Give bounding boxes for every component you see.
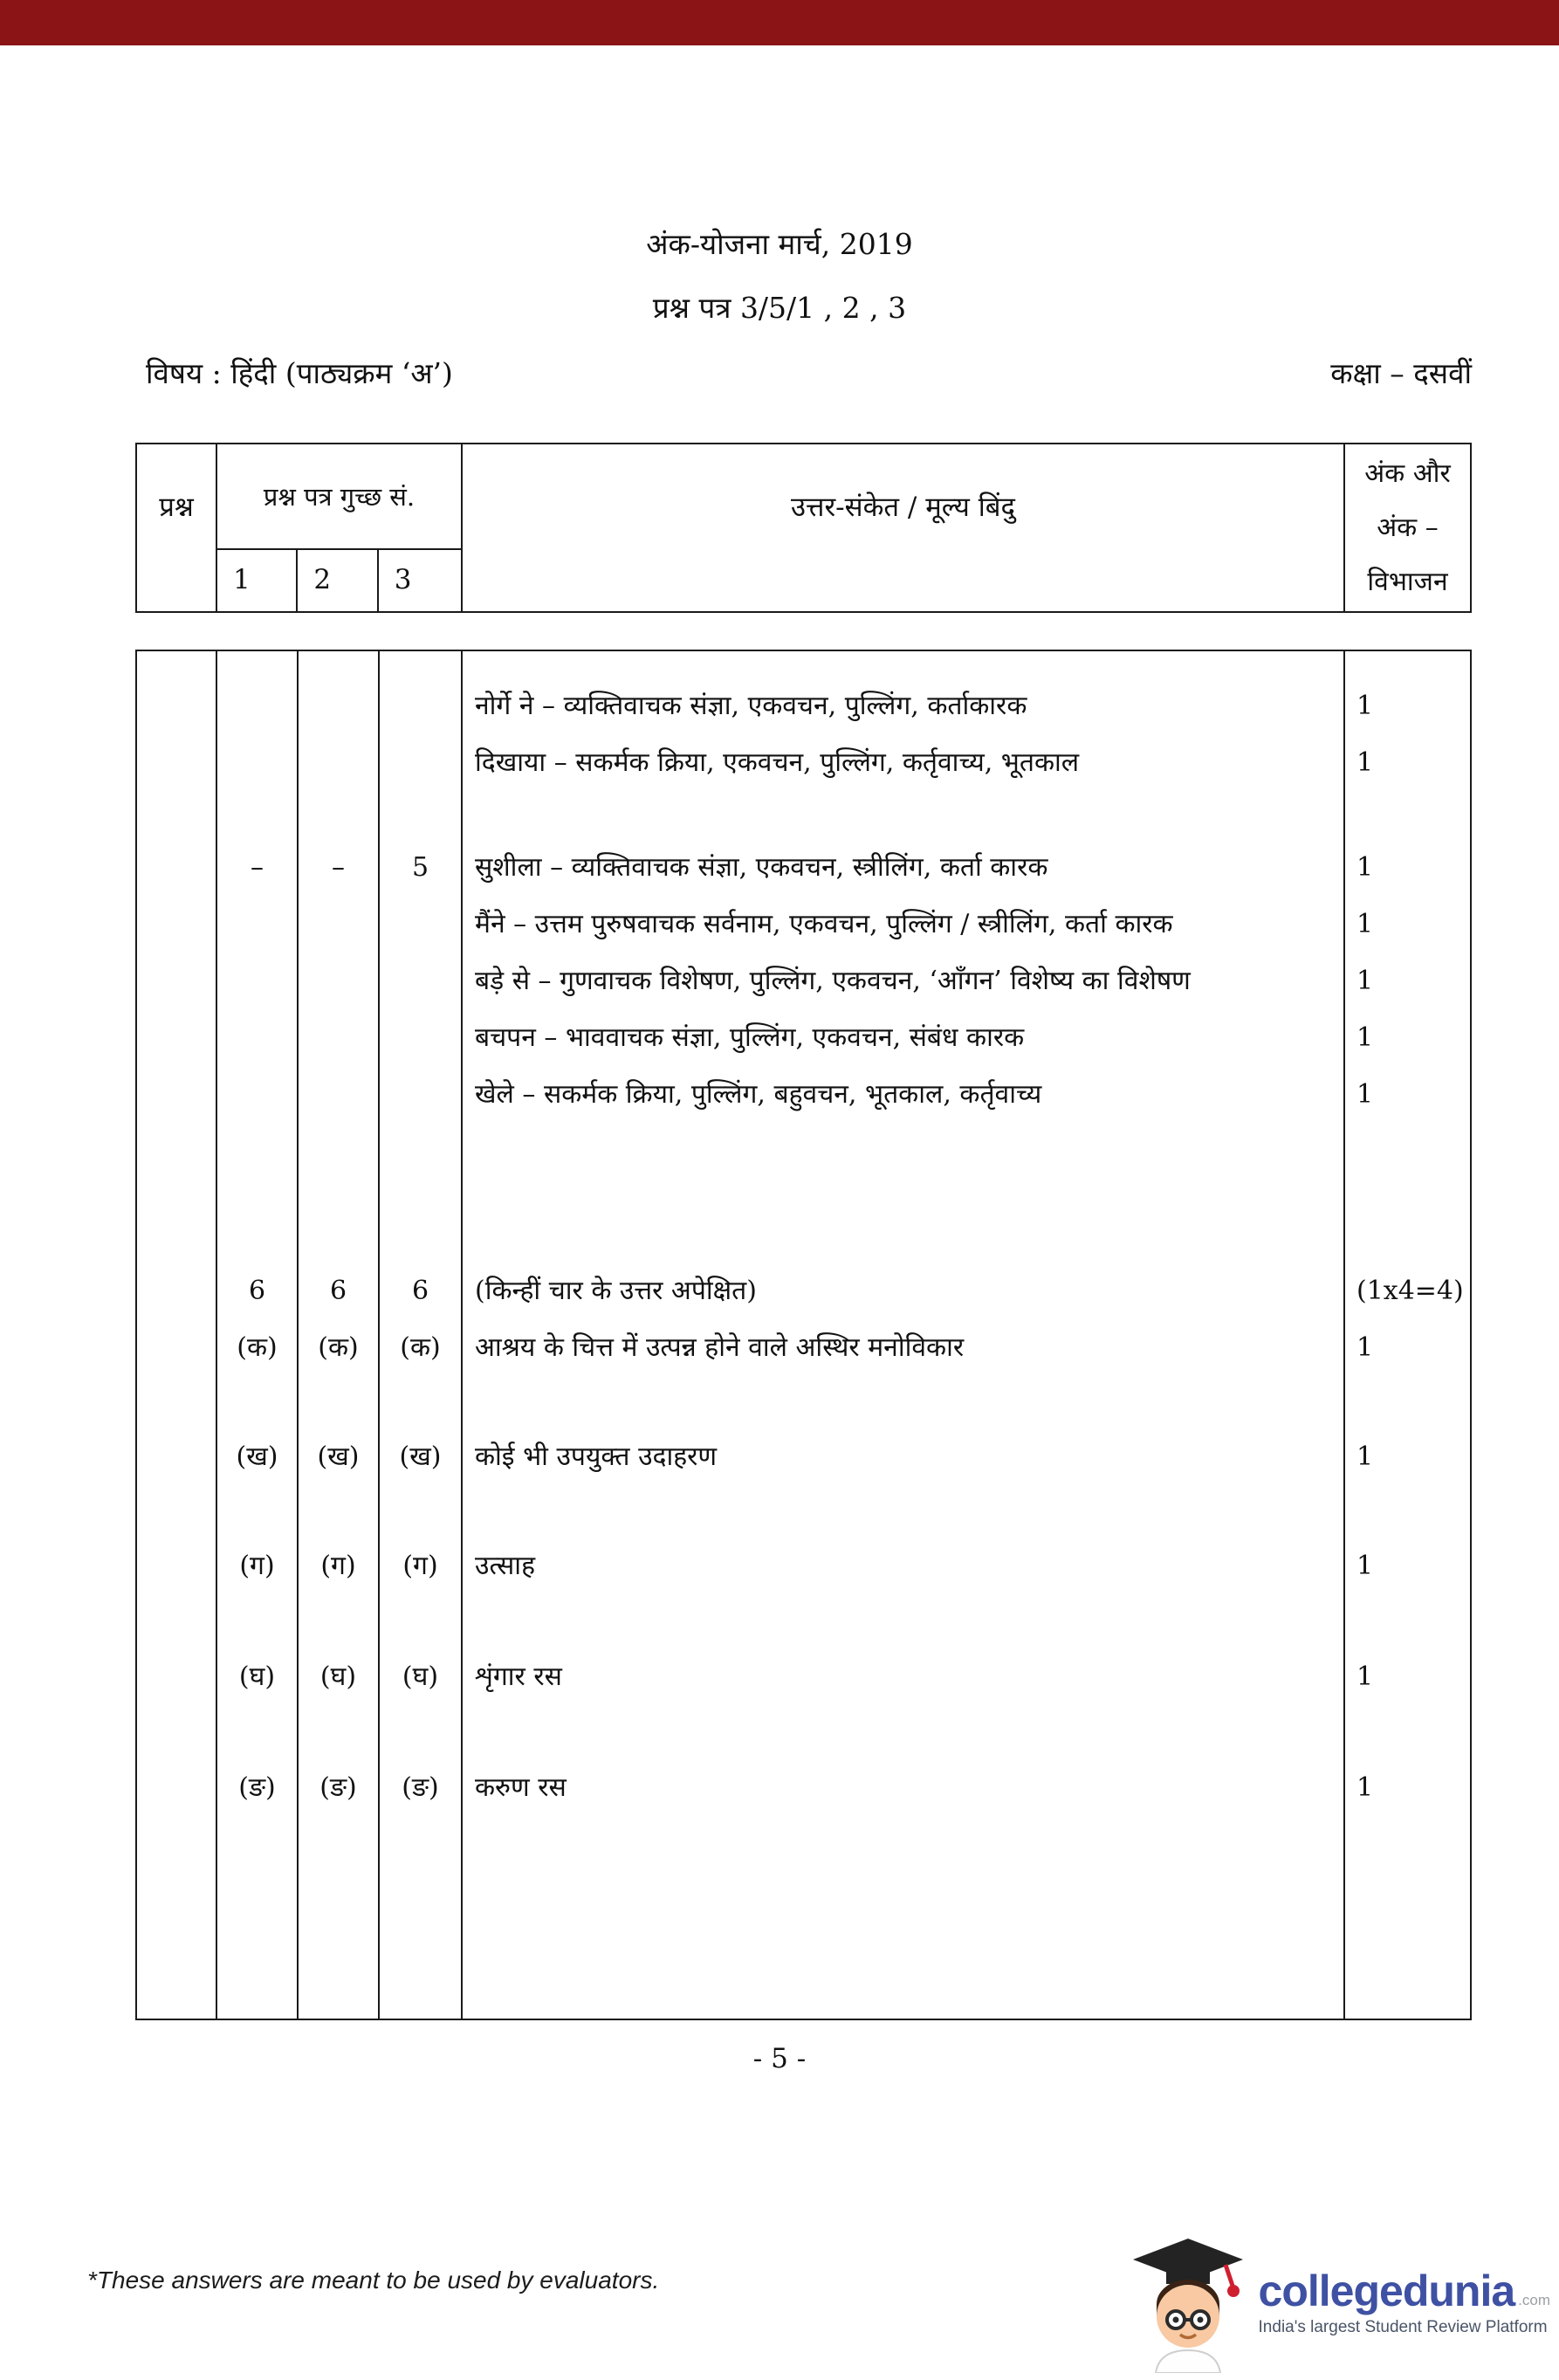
table-spacer-row: [137, 651, 1470, 678]
set3-cell: 6: [380, 1262, 463, 1319]
set1-cell: [217, 1066, 299, 1123]
brand-row: [1259, 2269, 1550, 2313]
set3-cell: [380, 1705, 463, 1759]
brand-suffix: .com: [1518, 2292, 1550, 2308]
set2-cell: (घ): [299, 1648, 380, 1705]
set2-cell: [299, 791, 380, 839]
header-set-1: 1: [217, 550, 298, 611]
set3-cell: [380, 678, 463, 734]
question-paper-code: प्रश्न पत्र 3/5/1 , 2 , 3: [652, 291, 907, 325]
set2-cell: –: [299, 839, 380, 896]
marks-cell: 1: [1356, 966, 1374, 996]
set2-cell: (क): [299, 1319, 380, 1376]
answer-cell: [463, 1705, 1345, 1759]
set1-cell: [217, 1594, 299, 1648]
set1-cell: [217, 1376, 299, 1428]
table-row: [137, 1759, 1470, 1816]
set1-cell: [217, 1485, 299, 1537]
table-spacer-row: [137, 1594, 1470, 1648]
set2-cell: 6: [299, 1262, 380, 1319]
marks-cell: 1: [1356, 1332, 1374, 1363]
question-col-cell: [137, 1485, 217, 1537]
evaluator-footnote: *These answers are meant to be used by evaluators.: [87, 2267, 660, 2294]
header-answer-col: उत्तर-संकेत / मूल्य बिंदु: [463, 444, 1345, 611]
question-col-cell: [137, 791, 217, 839]
answer-cell: कोई भी उपयुक्त उदाहरण: [463, 1428, 1345, 1485]
table-row: [137, 1648, 1470, 1705]
answer-cell: आश्रय के चित्त में उत्पन्न होने वाले अस्थिर मनोविकार: [463, 1319, 1345, 1376]
marks-cell: [1345, 1705, 1470, 1759]
question-col-cell: [137, 1319, 217, 1376]
question-col-cell: [137, 1066, 217, 1123]
set2-cell: [299, 1705, 380, 1759]
marks-cell: 1: [1356, 1079, 1374, 1110]
marks-cell: 1: [1356, 909, 1374, 939]
header-set-group: [217, 444, 463, 611]
answer-cell: बचपन – भाववाचक संज्ञा, पुल्लिंग, एकवचन, संबंध कारक: [463, 1009, 1345, 1066]
question-col-cell: [137, 1759, 217, 1816]
marks-cell: 1: [1356, 1022, 1374, 1053]
page-number: - 5 -: [752, 2043, 807, 2074]
table-row: [137, 953, 1470, 1009]
question-col-cell: [137, 1537, 217, 1594]
marks-cell: 1: [1356, 747, 1374, 778]
question-col-cell: [137, 1009, 217, 1066]
answer-cell: [463, 791, 1345, 839]
set1-cell: (ख): [217, 1428, 299, 1485]
subject-class-row: [146, 354, 1472, 392]
marks-cell: 1: [1356, 1551, 1374, 1581]
table-spacer-row: [137, 1376, 1470, 1428]
set1-cell: [217, 953, 299, 1009]
marks-cell: [1345, 791, 1470, 839]
set2-cell: [299, 1594, 380, 1648]
answer-cell: करुण रस: [463, 1759, 1345, 1816]
answer-cell: शृंगार रस: [463, 1648, 1345, 1705]
answer-cell: दिखाया – सकर्मक क्रिया, एकवचन, पुल्लिंग, कर्तृवाच्य, भूतकाल: [463, 734, 1345, 791]
table-body-grid: [135, 650, 1472, 2020]
question-col-cell: [137, 1648, 217, 1705]
table-row: [137, 1262, 1470, 1319]
table-spacer-row: [137, 1705, 1470, 1759]
marks-cell: [1345, 1376, 1470, 1428]
set3-cell: [380, 1376, 463, 1428]
set3-cell: [380, 651, 463, 678]
set1-cell: [217, 1009, 299, 1066]
set3-cell: [380, 953, 463, 1009]
set1-cell: [217, 678, 299, 734]
marks-cell: 1: [1356, 852, 1374, 883]
set1-cell: (ग): [217, 1537, 299, 1594]
header-marks-line-3: विभाजन: [1367, 566, 1448, 597]
question-col-cell: [137, 1428, 217, 1485]
set3-cell: 5: [380, 839, 463, 896]
set2-cell: [299, 1816, 380, 2019]
set3-cell: [380, 1816, 463, 2019]
set1-cell: [217, 734, 299, 791]
header-marks-col: [1345, 444, 1470, 611]
question-col-cell: [137, 953, 217, 1009]
set1-cell: [217, 896, 299, 953]
set2-cell: (ख): [299, 1428, 380, 1485]
table-spacer-row: [137, 791, 1470, 839]
question-col-cell: [137, 1816, 217, 2019]
answer-cell: [463, 1594, 1345, 1648]
set1-cell: (क): [217, 1319, 299, 1376]
set1-cell: (घ): [217, 1648, 299, 1705]
marks-cell: [1345, 651, 1470, 678]
mascot-icon: [1123, 2233, 1253, 2373]
header-marks-line-1: अंक और: [1364, 457, 1451, 489]
set3-cell: [380, 791, 463, 839]
set3-cell: [380, 1594, 463, 1648]
set2-cell: (ग): [299, 1537, 380, 1594]
set1-cell: [217, 1816, 299, 2019]
answer-cell: उत्साह: [463, 1537, 1345, 1594]
brand-name: collegedunia: [1258, 2267, 1515, 2315]
marks-cell: 1: [1356, 691, 1374, 721]
set3-cell: [380, 1066, 463, 1123]
table-row: [137, 839, 1470, 896]
set2-cell: [299, 1009, 380, 1066]
table-row: [137, 1428, 1470, 1485]
set3-cell: (ख): [380, 1428, 463, 1485]
answer-cell: सुशीला – व्यक्तिवाचक संज्ञा, एकवचन, स्त्रीलिंग, कर्ता कारक: [463, 839, 1345, 896]
table-row: [137, 1319, 1470, 1376]
set1-cell: [217, 1123, 299, 1262]
answer-cell: खेले – सकर्मक क्रिया, पुल्लिंग, बहुवचन, भूतकाल, कर्तृवाच्य: [463, 1066, 1345, 1123]
set3-cell: (ङ): [380, 1759, 463, 1816]
logo-text-block: [1259, 2269, 1550, 2337]
marks-cell: (1x4=4): [1356, 1276, 1464, 1306]
answer-cell: [463, 651, 1345, 678]
question-col-cell: [137, 1123, 217, 1262]
set1-cell: (ङ): [217, 1759, 299, 1816]
header-set-3: 3: [394, 564, 412, 595]
marking-scheme-table: [135, 443, 1472, 2020]
table-spacer-row: [137, 1123, 1470, 1262]
answer-cell: [463, 1376, 1345, 1428]
header-marks-line-2: अंक –: [1377, 512, 1439, 543]
set2-cell: [299, 651, 380, 678]
table-row: [137, 896, 1470, 953]
set3-cell: (घ): [380, 1648, 463, 1705]
question-col-cell: [137, 651, 217, 678]
set3-cell: [380, 896, 463, 953]
set2-cell: [299, 1123, 380, 1262]
set1-cell: 6: [217, 1262, 299, 1319]
header-set-numbers: [217, 550, 461, 611]
table-spacer-row: [137, 1485, 1470, 1537]
set2-cell: [299, 734, 380, 791]
set1-cell: –: [217, 839, 299, 896]
set2-cell: (ङ): [299, 1759, 380, 1816]
marks-cell: 1: [1356, 1441, 1374, 1472]
document-title: अंक-योजना मार्च, 2019: [646, 227, 913, 261]
set2-cell: [299, 678, 380, 734]
subject-label: विषय : हिंदी (पाठ्यक्रम ‘अ’): [146, 356, 453, 390]
answer-cell: [463, 1123, 1345, 1262]
answer-cell: (किन्हीं चार के उत्तर अपेक्षित): [463, 1262, 1345, 1319]
table-row: [137, 1066, 1470, 1123]
set3-cell: [380, 1123, 463, 1262]
answer-cell: नोर्गे ने – व्यक्तिवाचक संज्ञा, एकवचन, पुल्लिंग, कर्ताकारक: [463, 678, 1345, 734]
table-row: [137, 734, 1470, 791]
set3-cell: (ग): [380, 1537, 463, 1594]
marks-cell: 1: [1356, 1661, 1374, 1692]
set2-cell: [299, 953, 380, 1009]
question-col-cell: [137, 839, 217, 896]
class-label: कक्षा – दसवीं: [1330, 356, 1472, 390]
question-col-cell: [137, 896, 217, 953]
question-col-cell: [137, 1594, 217, 1648]
header-set-2: 2: [298, 550, 378, 611]
table-spacer-row: [137, 1816, 1470, 2019]
question-col-cell: [137, 678, 217, 734]
answer-cell: बड़े से – गुणवाचक विशेषण, पुल्लिंग, एकवचन, ‘आँगन’ विशेष्य का विशेषण: [463, 953, 1345, 1009]
set3-cell: [380, 1009, 463, 1066]
marks-cell: [1345, 1485, 1470, 1537]
question-col-cell: [137, 1705, 217, 1759]
set3-cell: (क): [380, 1319, 463, 1376]
marks-cell: [1345, 1123, 1470, 1262]
set3-cell: [380, 734, 463, 791]
answer-cell: [463, 1816, 1345, 2019]
brand-tagline: India's largest Student Review Platform: [1258, 2318, 1548, 2336]
answer-cell: [463, 1485, 1345, 1537]
top-border-bar: [0, 0, 1559, 45]
table-row: [137, 678, 1470, 734]
set1-cell: [217, 651, 299, 678]
set1-cell: [217, 791, 299, 839]
set2-cell: [299, 896, 380, 953]
marks-cell: [1345, 1816, 1470, 2019]
table-row: [137, 1537, 1470, 1594]
marks-cell: 1: [1356, 1772, 1374, 1803]
header-set-col: प्रश्न पत्र गुच्छ सं.: [217, 444, 461, 550]
question-col-cell: [137, 1376, 217, 1428]
answer-cell: मैंने – उत्तम पुरुषवाचक सर्वनाम, एकवचन, पुल्लिंग / स्त्रीलिंग, कर्ता कारक: [463, 896, 1345, 953]
header-question-col: प्रश्न: [137, 444, 217, 611]
table-row: [137, 1009, 1470, 1066]
question-col-cell: [137, 1262, 217, 1319]
set2-cell: [299, 1485, 380, 1537]
marks-cell: [1345, 1594, 1470, 1648]
set2-cell: [299, 1066, 380, 1123]
collegedunia-logo: [1123, 2233, 1550, 2373]
table-header: [135, 443, 1472, 613]
set2-cell: [299, 1376, 380, 1428]
question-col-cell: [137, 734, 217, 791]
set1-cell: [217, 1705, 299, 1759]
set3-cell: [380, 1485, 463, 1537]
